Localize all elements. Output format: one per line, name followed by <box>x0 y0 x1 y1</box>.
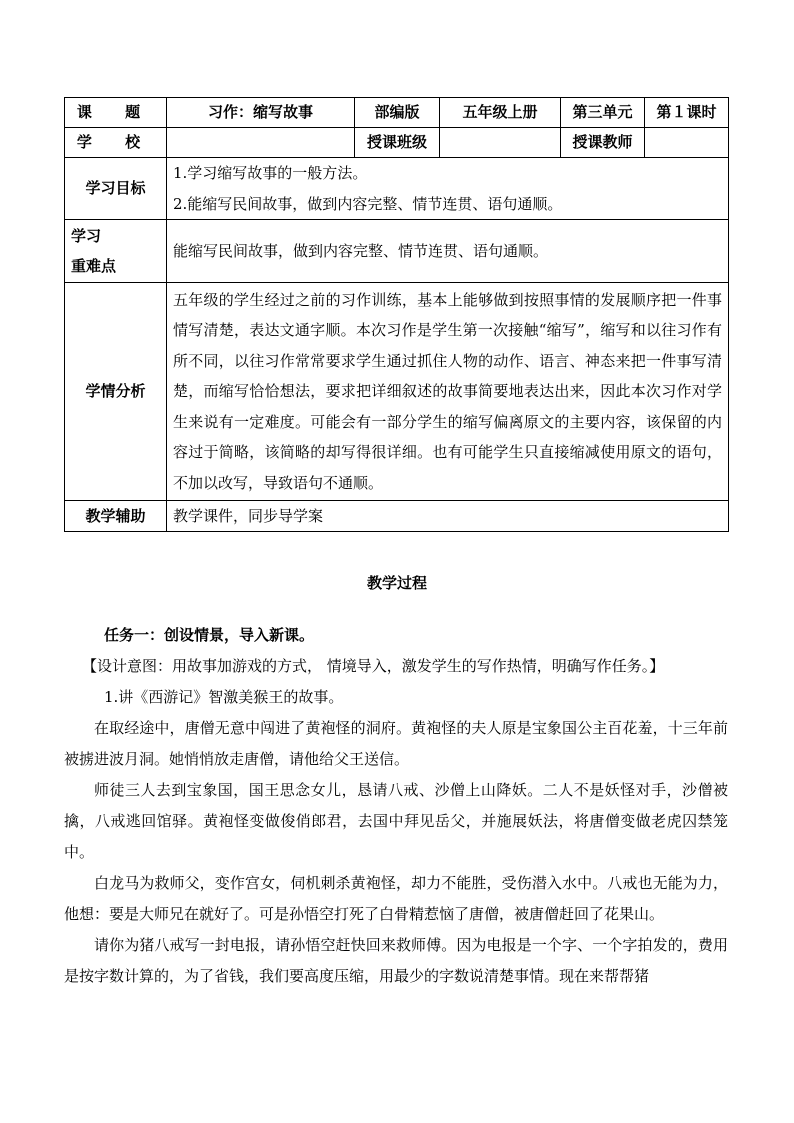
aids-content: 教学课件，同步导学案 <box>167 501 729 532</box>
difficulty-content: 能缩写民间故事，做到内容完整、情节连贯、语句通顺。 <box>167 220 729 283</box>
class-value[interactable] <box>440 128 561 158</box>
period: 第１课时 <box>645 98 729 128</box>
header-row <box>65 98 729 128</box>
lesson-info-table <box>64 97 729 532</box>
school-row <box>65 128 729 158</box>
objectives-row <box>65 158 729 220</box>
school-value[interactable] <box>167 128 355 158</box>
aids-row <box>65 501 729 532</box>
teacher-label: 授课教师 <box>561 128 645 158</box>
objectives-content <box>167 158 729 220</box>
process-title: 教学过程 <box>366 574 427 592</box>
process-body <box>64 620 728 992</box>
design-intent: 【设计意图：用故事加游戏的方式， 情境导入，激发学生的写作热情，明确写作任务。】 <box>82 657 665 675</box>
analysis-label: 学情分析 <box>65 283 167 501</box>
analysis-content: 五年级的学生经过之前的习作训练，基本上能够做到按照事情的发展顺序把一件事情写清楚，表达文通字顺。本次习作是学生第一次接触“缩写”，缩写和以往习作有所不同，以往习作常常要求学生通过抓住人物的动作、语言、神态来把一件事写清楚，而缩写恰恰想法，要求把详细叙述的故事简要地表达出来，因此本次习作对学生来说有一定难度。可能会有一部分学生的缩写偏离原文的主要内容，该保留的内容过于简略，该简略的却写得很详细。也有可能学生只直接缩减使用原文的语句，不加以改写，导致语句不通顺。 <box>167 283 729 501</box>
unit: 第三单元 <box>561 98 645 128</box>
task-heading: 任务一：创设情景，导入新课。 <box>104 626 315 644</box>
story-paragraph: 师徒三人去到宝象国，国王思念女儿，恳请八戒、沙僧上山降妖。二人不是妖怪对手，沙僧被擒，八戒逃回馆驿。黄袍怪变做俊俏郎君，去国中拜见岳父，并施展妖法，将唐僧变做老虎囚禁笼中。 <box>64 781 728 861</box>
objectives-label: 学习目标 <box>65 158 167 220</box>
school-label: 学 校 <box>65 128 167 158</box>
difficulty-row <box>65 220 729 283</box>
story-paragraph: 请你为猪八戒写一封电报，请孙悟空赶快回来救师傅。因为电报是一个字、一个字拍发的，费用是按字数计算的，为了省钱，我们要高度压缩，用最少的字数说清楚事情。现在来帮帮猪 <box>64 936 728 985</box>
analysis-row <box>65 283 729 501</box>
step-heading: 1.讲《西游记》智激美猴王的故事。 <box>104 688 344 706</box>
objective-item: 1.学习缩写故事的一般方法。 <box>173 164 368 182</box>
objective-item: 2.能缩写民间故事，做到内容完整、情节连贯、语句通顺。 <box>173 194 563 213</box>
story-paragraph: 在取经途中，唐僧无意中闯进了黄袍怪的洞府。黄袍怪的夫人原是宝象国公主百花羞，十三年前被掳进波月洞。她悄悄放走唐僧，请他给父王送信。 <box>64 719 728 768</box>
story-paragraph: 白龙马为救师父，变作宫女，伺机刺杀黄袍怪，却力不能胜，受伤潜入水中。八戒也无能为力，他想：要是大师兄在就好了。可是孙悟空打死了白骨精惹恼了唐僧，被唐僧赶回了花果山。 <box>64 874 728 923</box>
class-label: 授课班级 <box>355 128 440 158</box>
teacher-value[interactable] <box>645 128 729 158</box>
topic-label: 课 题 <box>65 98 167 128</box>
edition: 部编版 <box>355 98 440 128</box>
aids-label: 教学辅助 <box>65 501 167 532</box>
difficulty-label: 学习 重难点 <box>65 220 167 283</box>
lesson-title: 习作：缩写故事 <box>167 98 355 128</box>
grade: 五年级上册 <box>440 98 561 128</box>
